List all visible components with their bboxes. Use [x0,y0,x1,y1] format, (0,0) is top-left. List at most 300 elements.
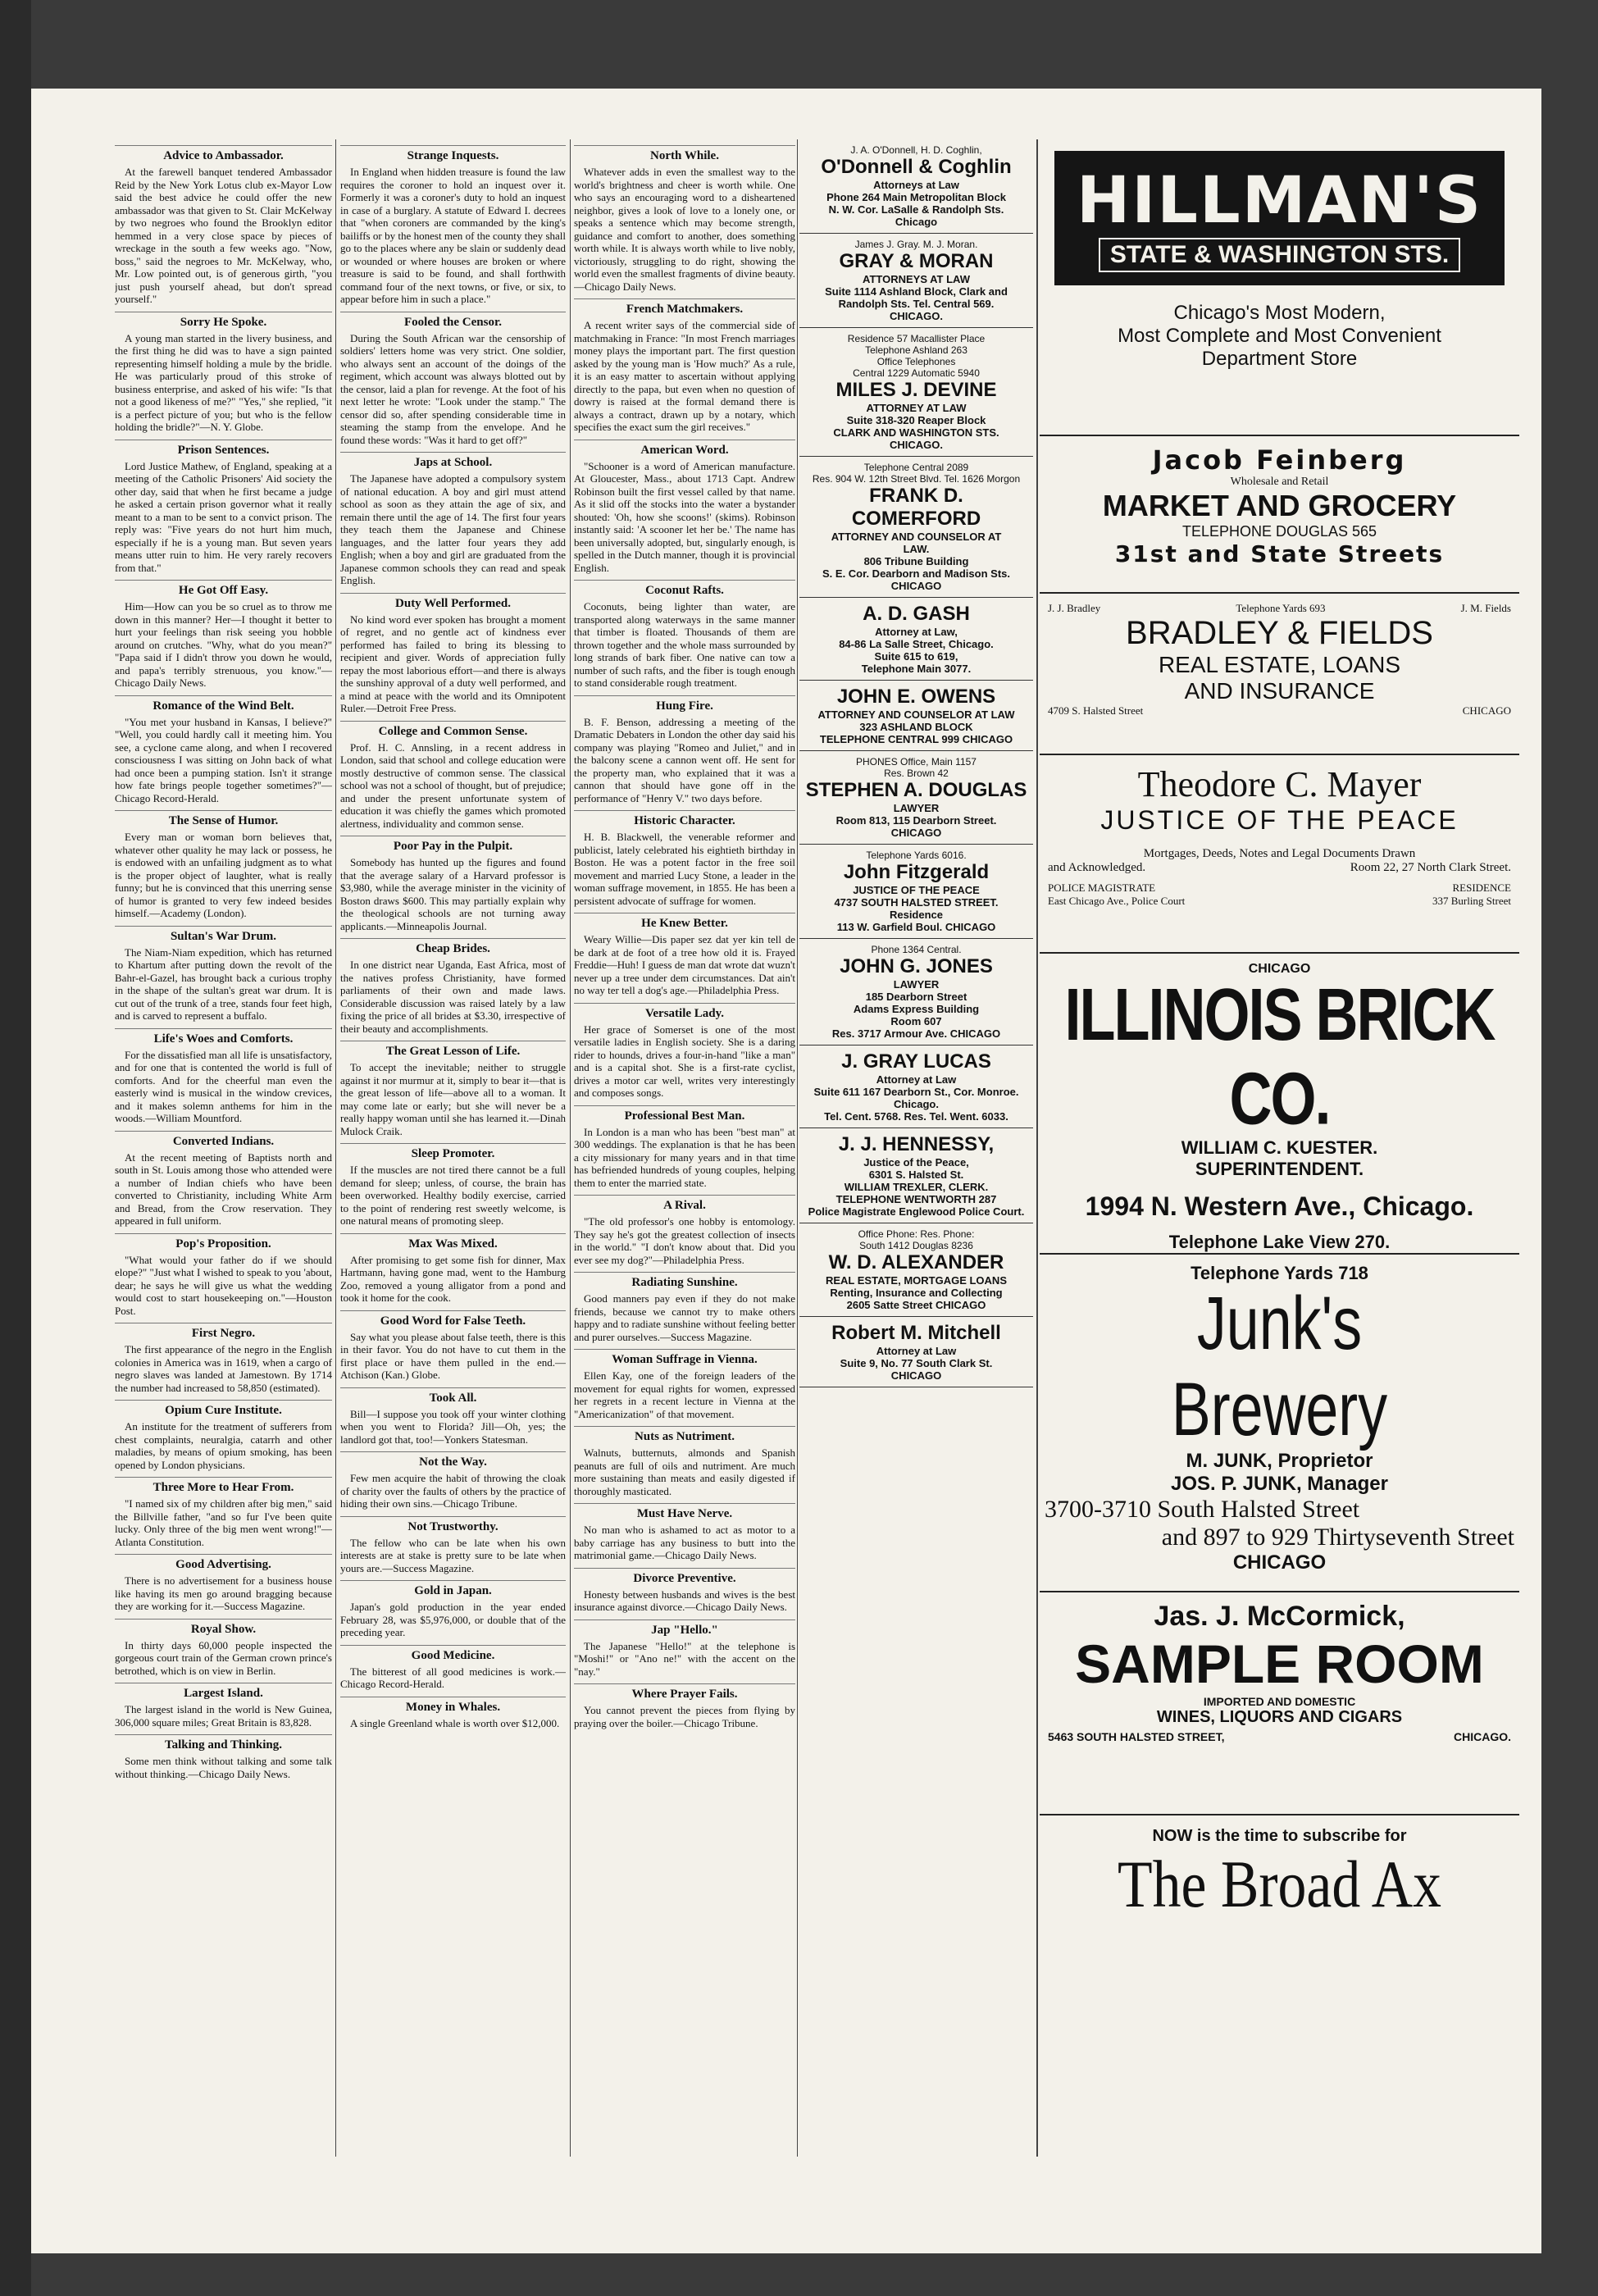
brick-phone: Telephone Lake View 270. [1168,1232,1391,1252]
article [340,1233,566,1305]
card-name: FRANK D. COMERFORD [851,485,981,530]
card-line: 806 Tribune Building [863,555,969,567]
business-card [799,681,1033,751]
column-3 [574,139,795,1729]
article [574,145,795,293]
article-body: Some men think without talking and some talk without thinking.—Chicago Daily News. [115,1755,332,1780]
card-line: Suite 1114 Ashland Block, Clark and Randolph Sts. Tel. Central 569. [825,285,1008,310]
feinberg-address: 31st and State Streets [1114,540,1445,567]
article [574,695,795,805]
column-rule [570,139,571,2157]
mccormick-line-1: IMPORTED AND DOMESTIC [1203,1695,1356,1708]
article [340,145,566,306]
article-body: Weary Willie—Dis paper sez dat yer kin tell de be dark at de foot of a tree how old it is. Frayed Freddie—Huh! I guess de man dat wrote dat wuzn't never up a tree under dem circumstances. Dat ain't no way ter tell a dog's age.—Philadelphia Press. [574,933,795,996]
article [340,1387,566,1446]
article-title: Advice to Ambassador. [115,145,332,163]
article-body: Few men acquire the habit of throwing the cloak of charity over the faults of others by the practice of hiding their own sins.—Chicago Tribune. [340,1472,566,1510]
article [115,695,332,805]
article [115,1233,332,1318]
article-body: Somebody has hunted up the figures and found that the average salary of a Harvard professor is $3,980, while the average minister in the vicinity of Boston draws $600. This may partially explain why the theological schools are not turning away applicants.—Minneapolis Journal. [340,856,566,932]
article-title: Good Word for False Teeth. [340,1310,566,1328]
article [115,1554,332,1613]
mayer-res: RESIDENCE [1452,882,1511,894]
article [115,1734,332,1780]
card-name: J. GRAY LUCAS [841,1050,991,1073]
article-title: American Word. [574,440,795,458]
card-header-line: South 1412 Douglas 8236 [859,1240,973,1251]
article-body: In London is a man who has been "best man" at 300 weddings. The explanation is that he has been a city missionary for many years and in that time has befriended hundreds of young couples, helping them to enter the married state. [574,1125,795,1189]
mayer-line-2: and Acknowledged. [1048,861,1146,874]
brick-ad [1040,954,1519,1255]
article-body: "Schooner is a word of American manufacture. At Gloucester, Mass., about 1713 Capt. Andrew Robinson built the first vessel called by that name. As it slid off the stocks into the water a bystander shouted: 'Oh, how she scoons!' (skims). Robinson instantly said: 'A scooner let her be.' The name has been universally adopted, but, singularly enough, is spelled in the Dutch manner, though it is provincial English. [574,459,795,574]
article [340,1310,566,1382]
card-name: John Fitzgerald [843,861,990,883]
article [340,1041,566,1137]
article-body: The Niam-Niam expedition, which has returned to Khartum after putting down the revolt of the Bahr-el-Gazel, has brought back a curious trophy in the shape of the sultan's great war drum. It is cut out of the trunk of a tree, stands four feet high, and is carved to represent a buffalo. [115,945,332,1022]
article [340,1516,566,1575]
card-line: Renting, Insurance and Collecting [830,1287,1003,1299]
bradley-left: J. J. Bradley [1048,602,1101,614]
card-header-line: Office Phone: Res. Phone: [858,1228,975,1240]
article [574,1503,795,1562]
mccormick-ad [1040,1592,1519,1815]
article-body: There is no advertisement for a business house like having its men go around bragging because they are working for it.—Success Magazine. [115,1574,332,1612]
article [574,1568,795,1614]
article-body: A recent writer says of the commercial side of matchmaking in France: "In most French marriages money plays the important part. The first question asked by the young man is 'How much?' As a rule, it is an easy matter to ascertain without applying directly to the papa, but even when no question of dowry is raised at the formal demand there is always a contract, drawn up by a notary, which specifies the exact sum the girl receives." [574,319,795,433]
article-title: Jap "Hello." [574,1620,795,1638]
article-body: In one district near Uganda, East Africa, most of the natives profess Christianity, have formed parliaments of their own and made laws. Considerable discussion was raised lately by a law fixing the price of all brides at $3.30, irrespective of their beauty and accomplishments. [340,959,566,1035]
article-title: Must Have Nerve. [574,1503,795,1521]
article [574,1105,795,1190]
article-title: Prison Sentences. [115,440,332,458]
article [340,721,566,831]
article-body: Every man or woman born believes that, whatever other quality he may lack or possess, he is endowed with an unfailing judgment as to what is the proper object of laughter, what is really funny; but he is convinced that this unerring sense of humor is granted to very few indeed besides himself.—Academy (London). [115,831,332,919]
article-body: A young man started in the livery business, and the first thing he did was to have a sign painted representing himself holding a mule by the bridle. He was particularly proud of this stroke of business enterprise, and asked of his wife: "Is that not a good likeness of me?" "Yes," she replied, "it is a perfect picture of you; but who is the fellow holding the bridle?"—N. Y. Globe. [115,331,332,433]
article-body: "What would your father do if we should elope?" "Just what I wished to speak to you 'about, dear; he says he will give us what the wedding would cost to start housekeeping on."—Houston Post. [115,1253,332,1317]
article-body: The largest island in the world is New Guinea, 306,000 square miles; Great Britain is 83,828. [115,1703,332,1729]
article [115,1323,332,1394]
article-body: Bill—I suppose you took off your winter clothing when you went to Florida? Jill—Oh, yes; the landlord got that, too!—Yonkers Statesman. [340,1407,566,1446]
article-title: Professional Best Man. [574,1105,795,1123]
card-line: Attorney at Law [876,1345,957,1357]
card-header-line: J. A. O'Donnell, H. D. Coghlin, [850,144,982,156]
card-line: 185 Dearborn Street [865,991,967,1003]
article-title: Max Was Mixed. [340,1233,566,1251]
card-line: CHICAGO [890,580,942,592]
card-line: ATTORNEY AND COUNSELOR AT LAW [817,708,1015,721]
card-line: Suite 615 to 619, [874,650,958,663]
card-line: TELEPHONE CENTRAL 999 CHICAGO [819,733,1013,745]
card-header-line: Res. 904 W. 12th Street Blvd. Tel. 1626 Morgon [812,473,1021,485]
junk-address-2: and 897 to 929 Thirtyseventh Street [1161,1524,1514,1551]
card-header-line: Office Telephones [876,356,956,367]
article-title: North While. [574,145,795,163]
mccormick-city: CHICAGO. [1454,1730,1511,1743]
card-name: J. J. HENNESSY, [838,1133,995,1155]
broadax-ad [1040,1815,1519,1923]
card-line: CLARK AND WASHINGTON STS. [833,426,999,439]
article [115,580,332,690]
article-body: No man who is ashamed to act as motor to a baby carriage has any business to butt into the matrimonial game.—Chicago Daily News. [574,1524,795,1561]
card-line: 4737 SOUTH HALSTED STREET. [834,896,999,909]
article-title: A Rival. [574,1195,795,1213]
card-name: MILES J. DEVINE [835,379,997,401]
card-name: Robert M. Mitchell [831,1322,1001,1344]
hillman-tag-3: Department Store [1201,348,1358,370]
card-line: S. E. Cor. Dearborn and Madison Sts. [822,567,1010,580]
article-title: Japs at School. [340,452,566,470]
card-line: Suite 318-320 Reaper Block [846,414,986,426]
business-card [799,1046,1033,1128]
feinberg-phone: TELEPHONE DOUGLAS 565 [1181,523,1377,540]
article-body: Say what you please about false teeth, there is this in their favor. You do not have to cut them in the first place or have them pulled in the end.—Atchison (Kan.) Globe. [340,1330,566,1381]
article-title: The Great Lesson of Life. [340,1041,566,1059]
card-header-line: Telephone Ashland 263 [865,344,967,356]
article-body: If the muscles are not tired there cannot be a full demand for sleep; unless, of course, the brain has been overworked. Healthy bodily exercise, carried to the point of rendering rest sweetly welcome, is one natural means of promoting sleep. [340,1164,566,1227]
card-line: 113 W. Garfield Boul. CHICAGO [836,921,996,933]
article-body: Her grace of Somerset is one of the most versatile ladies in English society. She is a daring rider to hounds, drives a four-in-hand "like a man" and is a capital shot. She is a first-rate cyclist, drives a motor car well, writes very interestingly and composes songs. [574,1023,795,1099]
article [115,145,332,306]
article-body: "The old professor's one hobby is entomology. They say he's got the greatest collection of insects in the world." "I don't know about that. Did you ever see my dog?"—Philadelphia Press. [574,1215,795,1266]
junk-city: CHICAGO [1232,1551,1327,1574]
article [115,312,332,434]
card-line: CHICAGO [890,1369,942,1382]
column-2 [340,139,566,1729]
card-line: Suite 9, No. 77 South Clark St. [840,1357,993,1369]
feinberg-title: MARKET AND GROCERY [1102,489,1457,522]
broadax-pre: NOW is the time to subscribe for [1152,1827,1407,1845]
mayer-pm: POLICE MAGISTRATE [1048,882,1156,894]
brick-address: 1994 N. Western Ave., Chicago. [1085,1191,1474,1221]
card-line: JUSTICE OF THE PEACE [853,884,980,896]
card-line: WILLIAM TREXLER, CLERK. [844,1181,989,1193]
article-title: Three More to Hear From. [115,1477,332,1495]
article-title: Converted Indians. [115,1131,332,1149]
article-body: Japan's gold production in the year ended February 28, was $5,976,000, or double that of the preceding year. [340,1601,566,1638]
article-title: Sleep Promoter. [340,1143,566,1161]
card-line: Adams Express Building [853,1003,980,1015]
card-line: LAWYER [893,802,940,814]
article [115,810,332,920]
junk-proprietor: M. JUNK, Proprietor [1186,1450,1373,1472]
article-title: Coconut Rafts. [574,580,795,598]
article [574,440,795,575]
article-title: Radiating Sunshine. [574,1272,795,1290]
business-card [799,1223,1033,1317]
article-body: H. B. Blackwell, the venerable reformer and publicist, lately celebrated his eightieth birthday in Boston. He was a potent factor in the free soil movement and married Lucy Stone, a leader in the woman suffrage movement, in 1855. He has been a persistent advocate of suffrage for women. [574,831,795,907]
article-body: During the South African war the censorship of soldiers' letters home was very strict. One soldier, who always sent an account of the doings of the regiment, which account was always blotted out by the censor, laid a plan for revenge. At the foot of his next letter he wrote: "Look under the stamp." The censor did so, after spending considerable time in steaming the stamp from the envelope. And he found these words: "Was it hard to get off?" [340,331,566,446]
article-body: For the dissatisfied man all life is unsatisfactory, and for one that is contented the world is full of comforts. And for the cheerful man even the easterly wind is musical in the window crevices, and it makes solemn anthems for him in the woods.—William Mountford. [115,1048,332,1124]
mccormick-address: 5463 SOUTH HALSTED STREET, [1048,1730,1225,1743]
article-title: The Sense of Humor. [115,810,332,828]
business-card [799,845,1033,939]
card-line: Attorney at Law [876,1073,957,1086]
card-line: TELEPHONE WENTWORTH 287 [835,1193,997,1205]
card-name: A. D. GASH [863,603,970,625]
article-body: No kind word ever spoken has brought a moment of regret, and no gentle act of kindness ever performed has failed to bring its blessing to recipient and giver. Words of appreciation fully repay the most laborious effort—and there is always the sunshiny approval of a duty well performed, and a mind at peace with the world and its Omnipotent Ruler.—Detroit Free Press. [340,613,566,714]
business-card [799,457,1033,598]
article-title: He Got Off Easy. [115,580,332,598]
business-card [799,1317,1033,1387]
card-name: GRAY & MORAN [839,250,994,272]
bradley-city: CHICAGO [1462,704,1511,717]
article-title: He Knew Better. [574,913,795,931]
card-name: STEPHEN A. DOUGLAS [805,779,1027,801]
article [115,1683,332,1729]
card-line: Attorney at Law, [875,626,958,638]
article-title: Fooled the Censor. [340,312,566,330]
brick-name: ILLINOIS BRICK CO. [1064,973,1495,1141]
column-1 [115,139,332,1780]
article-title: Largest Island. [115,1683,332,1701]
hillman-tag-2: Most Complete and Most Convenient [1118,325,1441,347]
article [340,593,566,715]
article-title: Took All. [340,1387,566,1405]
brick-superintendent-title: SUPERINTENDENT. [1195,1159,1364,1179]
hillman-tag-1: Chicago's Most Modern, [1173,302,1386,324]
article-title: French Matchmakers. [574,298,795,317]
mccormick-title: SAMPLE ROOM [1075,1633,1484,1694]
brick-superintendent: WILLIAM C. KUESTER. [1181,1137,1378,1158]
business-card [799,234,1033,328]
broadax-name: The Broad Ax [1118,1847,1441,1921]
junk-manager: JOS. P. JUNK, Manager [1171,1473,1388,1495]
feinberg-ad [1040,436,1519,594]
article-body: In thirty days 60,000 people inspected the gorgeous court train of the German crown prince's betrothed, which is on view in Berlin. [115,1638,332,1677]
business-card [799,751,1033,845]
article-title: Poor Pay in the Pulpit. [340,836,566,854]
article-title: Money in Whales. [340,1697,566,1715]
article [574,1683,795,1729]
card-header-line: Phone 1364 Central. [871,944,962,955]
article-body: To accept the inevitable; neither to struggle against it nor murmur at it, simply to bear it—that is the great lesson of life—above all to a woman. It may come late or early; but she will never be a really happy woman until she has learned it.—Dinah Mulock Craik. [340,1061,566,1137]
card-name: O'Donnell & Coghlin [821,156,1012,178]
article [574,580,795,690]
card-line: N. W. Cor. LaSalle & Randolph Sts. [828,203,1004,216]
column-rule [1036,139,1038,2157]
junk-name: Junk's Brewery [1171,1282,1388,1451]
article [115,926,332,1023]
article [340,1451,566,1510]
bradley-name: BRADLEY & FIELDS [1126,615,1433,651]
card-line: CHICAGO [890,827,942,839]
card-line: CHICAGO. [890,439,943,451]
article-body: B. F. Benson, addressing a meeting of the Dramatic Debaters in London the other day said his company was playing "Romeo and Juliet," and in the balcony scene a cannon went off. He sent for the property man, who explained that it was a cannon that should have gone off in the performance of "Henry V." two days before. [574,715,795,804]
card-header-line: Res. Brown 42 [884,768,949,779]
card-line: Res. 3717 Armour Ave. CHICAGO [831,1027,1001,1040]
article-body: Ellen Kay, one of the foreign leaders of the movement for equal rights for women, expressed her regrets in a recent lecture in Vienna at the "Americanization" of that movement. [574,1369,795,1420]
business-card [799,598,1033,681]
card-line: 6301 S. Halsted St. [868,1168,964,1181]
article-title: Pop's Proposition. [115,1233,332,1251]
article-title: Opium Cure Institute. [115,1400,332,1418]
article-title: Woman Suffrage in Vienna. [574,1349,795,1367]
bradley-right: J. M. Fields [1460,602,1511,614]
article-body: Coconuts, being lighter than water, are transported along waterways in the same manner that timber is floated. Thousands of them are thrown together and the whole mass surrounded by long strands of bark fiber. One native can tow a number of such rafts, and the fiber is tough enough to stand considerable rough treatment. [574,600,795,689]
card-header-line: Telephone Yards 6016. [866,850,967,861]
article [340,1143,566,1228]
article-body: "You met your husband in Kansas, I believe?" "Well, you could hardly call it meeting him. You see, a cyclone came along, and when I recovered consciousness I was sitting on John back of what had once been a pumping station. Isn't it strange how fate brings people together sometimes?"—Chicago Record-Herald. [115,715,332,804]
article-body: You cannot prevent the pieces from flying by praying over the boiler.—Chicago Tribune. [574,1704,795,1729]
card-line: Tel. Cent. 5768. Res. Tel. Went. 6033. [824,1110,1008,1123]
article-title: Divorce Preventive. [574,1568,795,1586]
article-title: Romance of the Wind Belt. [115,695,332,713]
card-line: Attorneys at Law [873,179,959,191]
junk-address-1: 3700-3710 South Halsted Street [1045,1496,1360,1523]
card-header-line: Central 1229 Automatic 5940 [853,367,980,379]
article [574,298,795,434]
article-title: Versatile Lady. [574,1003,795,1021]
article-body: Walnuts, butternuts, almonds and Spanish peanuts are full of oils and nutriment. Are much more sustaining than meats and easily digested if thoroughly masticated. [574,1446,795,1497]
article-title: Hung Fire. [574,695,795,713]
card-header-line: Telephone Central 2089 [863,462,969,473]
hillman-logo [1054,151,1505,285]
card-line: ATTORNEY AT LAW [866,402,967,414]
article-title: Not the Way. [340,1451,566,1469]
card-line: ATTORNEYS AT LAW [863,273,970,285]
article-body: Good manners pay even if they do not make friends, because we cannot try to make others happy and to radiate sunshine without feeling better and purer ourselves.—Success Magazine. [574,1292,795,1343]
article-title: Gold in Japan. [340,1580,566,1598]
mayer-ad [1040,755,1519,954]
mayer-pm-2: East Chicago Ave., Police Court [1048,895,1186,907]
card-header-line: James J. Gray. M. J. Moran. [854,239,978,250]
article-body: At the farewell banquet tendered Ambassador Reid by the New York Lotus club ex-Mayor Low said the best advice he could offer the new ambassador was that given to St. Clair McKelway by two negroes who found the Brooklyn editor hemmed in a very close space by pieces of wreckage in the south a few weeks ago. "Now, boss," said the negroes to Mr. McKelway, who, Mr. Low pointed out, is of generous girth, "you just push yourself ahead, but don't spread yourself." [115,166,332,305]
card-name: JOHN E. OWENS [836,686,996,708]
card-line: 2605 Satte Street CHICAGO [846,1299,986,1311]
scan-border [0,0,31,2296]
article [340,1580,566,1639]
article [574,913,795,997]
article-title: College and Common Sense. [340,721,566,739]
hillman-ad [1040,139,1519,436]
article-body: In England when hidden treasure is found the law requires the coroner to hold an inquest over it. Formerly it was a coroner's duty to hold an inquest in case of a burglary. A statute of Edward I. decrees that "when coroners are commanded by the king's bailiffs or by the honest men of the county they shall go to the places where any be slain or suddenly dead or wounded or where houses are broken or where treasure is said to be found, and shall forthwith command four of the next towns, or five, or six, to appear before him in such a place." [340,166,566,305]
card-line: CHICAGO. [890,310,943,322]
bradley-ad [1040,594,1519,755]
card-line: Residence [889,909,944,921]
article-title: Historic Character. [574,810,795,828]
article-title: Good Medicine. [340,1645,566,1663]
article-title: Sorry He Spoke. [115,312,332,330]
business-card [799,1128,1033,1223]
column-rule [797,139,798,2157]
article-title: Sultan's War Drum. [115,926,332,944]
mayer-res-2: 337 Burling Street [1432,895,1511,907]
business-card [799,139,1033,234]
card-line: 84-86 La Salle Street, Chicago. [839,638,994,650]
article-body: Lord Justice Mathew, of England, speaking at a meeting of the Catholic Prisoners' Aid society the other day, said that when he first became a judge he asked a certain prison governor what it really meant to a man to be sent to a convict prison. The reply was: "Five years do not hurt him much, especially if he is a young man. But seven years means utter ruin to him. He very rarely recovers from that." [115,459,332,574]
article-body: At the recent meeting of Baptists north and south in St. Louis among those who attended were a number of Indian chiefs who have been converted to Christianity, including White Arm and Bread, from the Crow reservation. They appeared in full uniform. [115,1150,332,1227]
card-line: Room 813, 115 Dearborn Street. [835,814,997,827]
business-card [799,939,1033,1046]
hillman-name: HILLMAN'S [1076,164,1483,238]
display-ads-column [1040,139,1519,1923]
article [340,452,566,587]
article-title: Where Prayer Fails. [574,1683,795,1702]
card-header-line: PHONES Office, Main 1157 [856,756,977,768]
article-title: First Negro. [115,1323,332,1341]
article [574,1620,795,1679]
card-line: 323 ASHLAND BLOCK [859,721,973,733]
article [115,1619,332,1678]
article-title: Life's Woes and Comforts. [115,1028,332,1046]
card-line: Telephone Main 3077. [861,663,972,675]
card-line: Police Magistrate Englewood Police Court. [808,1205,1025,1218]
article-body: A single Greenland whale is worth over $12,000. [350,1716,560,1729]
article-body: After promising to get some fish for dinner, Max Hartmann, having gone mad, went to the Hamburg Zoo, removed a young alligator from a pond and took it home for the cook. [340,1253,566,1304]
article [340,1645,566,1691]
mayer-room: Room 22, 27 North Clark Street. [1350,861,1511,874]
bradley-phone: Telephone Yards 693 [1236,602,1326,614]
hillman-sub: STATE & WASHINGTON STS. [1099,238,1460,272]
mccormick-line-2: WINES, LIQUORS AND CIGARS [1156,1708,1403,1726]
brick-city: CHICAGO [1248,962,1311,976]
bradley-line-2: AND INSURANCE [1184,678,1375,704]
article-body: Him—How can you be so cruel as to throw me down in this manner? Her—I thought it better to hurt your feelings than risk seeing you hobble around on crutches. "Why, what do you mean?" "Papa said if I didn't throw you down he would, and papa's terribly strenuous, you know."—Chicago Daily News. [115,600,332,689]
article-title: Nuts as Nutriment. [574,1426,795,1444]
card-line: LAWYER [893,978,940,991]
feinberg-name: Jacob Feinberg [1152,444,1407,476]
article [340,312,566,447]
card-name: JOHN G. JONES [840,955,993,977]
card-line: Phone 264 Main Metropolitan Block [826,191,1006,203]
article [574,1349,795,1420]
article [340,1697,566,1730]
article [115,1400,332,1471]
article-body: The first appearance of the negro in the English colonies in America was in 1619, when a cargo of negro slaves was landed at Jamestown. By 1714 the number had increased to 58,850 (estimated). [115,1343,332,1394]
mayer-name: Theodore C. Mayer [1137,764,1422,804]
mayer-line-1: Mortgages, Deeds, Notes and Legal Documents Drawn [1143,847,1416,860]
mccormick-name: Jas. J. McCormick, [1154,1601,1405,1632]
card-line: Justice of the Peace, [863,1156,969,1168]
article-title: Good Advertising. [115,1554,332,1572]
card-line: REAL ESTATE, MORTGAGE LOANS [825,1274,1007,1287]
article-body: The fellow who can be late when his own interests are at stake is pretty sure to be late when yours are.—Success Magazine. [340,1536,566,1574]
article [115,1028,332,1125]
business-cards-column [799,139,1033,1387]
card-line: Chicago. [894,1098,939,1110]
business-card [799,328,1033,457]
card-line: Suite 611 167 Dearborn St., Cor. Monroe. [813,1086,1019,1098]
article-title: Cheap Brides. [340,938,566,956]
article [115,440,332,575]
article [574,1195,795,1266]
card-line: LAW. [903,543,930,555]
card-line: Chicago [895,216,938,228]
card-line: Room 607 [890,1015,942,1027]
bradley-address: 4709 S. Halsted Street [1048,704,1144,717]
card-header-line: Residence 57 Macallister Place [847,333,986,344]
article-title: Royal Show. [115,1619,332,1637]
article-body: Honesty between husbands and wives is the best insurance against divorce.—Chicago Daily News. [574,1588,795,1613]
feinberg-sub: Wholesale and Retail [1230,476,1329,488]
article-body: An institute for the treatment of sufferers from chest complaints, neuralgia, catarrh and other maladies, by means of opium smoking, has been opened by London physicians. [115,1420,332,1471]
article-body: The Japanese have adopted a compulsory system of national education. A boy and girl must attend school as soon as they attain the age of six, and remain there until the age of 14. The first four years they teach them the Japanese and Chinese languages, and the latter four years they add English; when a boy and girl are graduated from the Japanese common schools they can read and speak English. [340,472,566,586]
article-body: The Japanese "Hello!" at the telephone is "Moshi!" or "Ano ne!" with the accent on the "nay." [574,1639,795,1678]
article-title: Not Trustworthy. [340,1516,566,1534]
article-title: Duty Well Performed. [340,593,566,611]
article-title: Talking and Thinking. [115,1734,332,1752]
junk-ad [1040,1255,1519,1592]
card-name: W. D. ALEXANDER [828,1251,1004,1273]
article [340,938,566,1035]
column-rule [335,139,336,2157]
article [574,1272,795,1343]
article [574,1426,795,1497]
article-body: "I named six of my children after big men," said the Billville father, "and so fur I've been quite lucky. Only three of the big men went wrong!"—Atlanta Constitution. [115,1497,332,1548]
article-body: The bitterest of all good medicines is work.—Chicago Record-Herald. [340,1665,566,1690]
card-line: ATTORNEY AND COUNSELOR AT [831,531,1002,543]
article-title: Strange Inquests. [340,145,566,163]
